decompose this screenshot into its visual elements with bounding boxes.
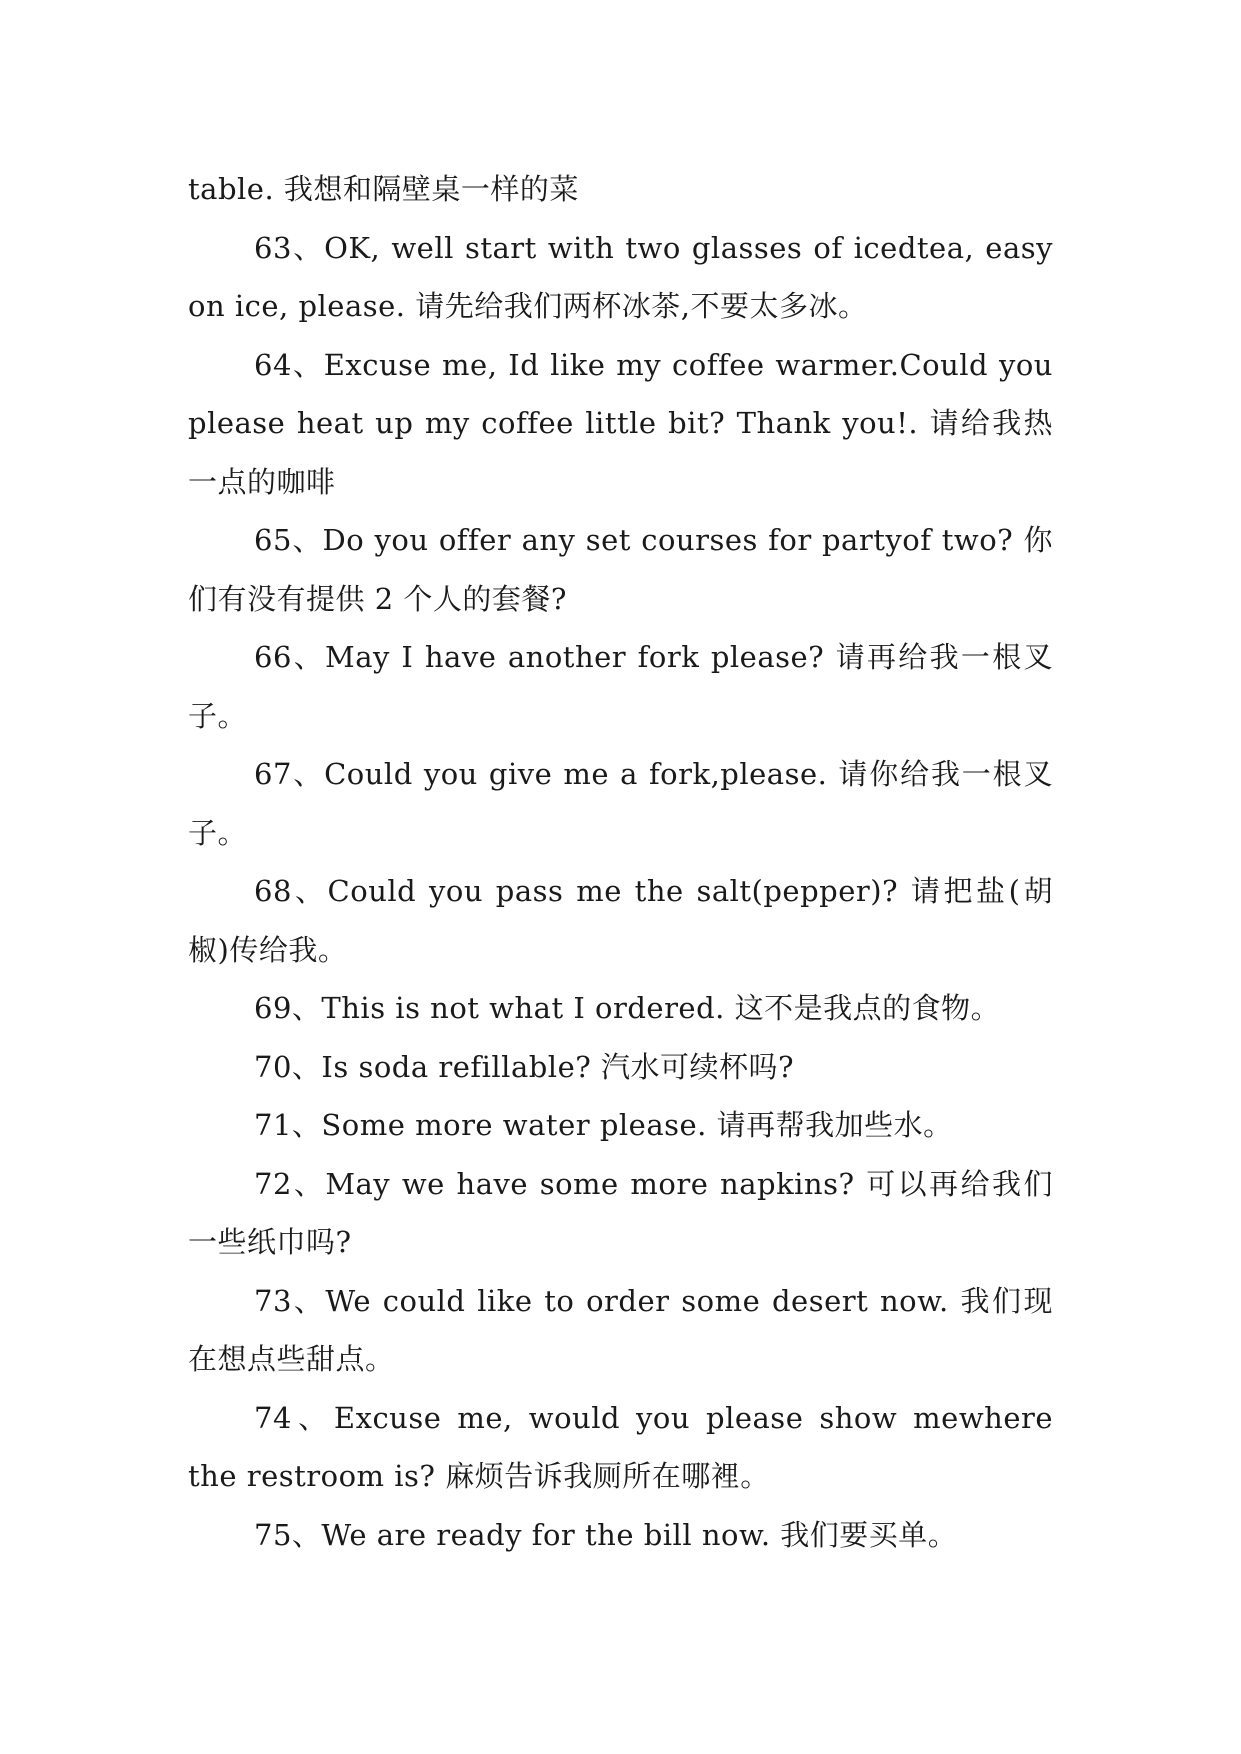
paragraph-71: 71、Some more water please. 请再帮我加些水。 [254,1108,953,1142]
paragraph-continuation: table. 我想和隔壁桌一样的菜 [188,172,579,206]
paragraph-68: 68、Could you pass me the salt(pepper)? 请把盐(胡椒)传给我。 [188,874,1053,967]
paragraph-65: 65、Do you offer any set courses for partyof two? 你们有没有提供 2 个人的套餐? [188,523,1053,616]
paragraph-66: 66、May I have another fork please? 请再给我一根叉子。 [188,640,1053,733]
paragraph-69: 69、This is not what I ordered. 这不是我点的食物。 [254,991,1001,1025]
paragraph-73: 73、We could like to order some desert now. 我们现在想点些甜点。 [188,1283,1053,1376]
paragraph-64: 64、Excuse me, Id like my coffee warmer.Could you please heat up my coffee little bit? Thank you!. 请给我热一点的咖啡 [188,347,1053,499]
document-body [188,160,1053,1564]
paragraph-63: 63、OK, well start with two glasses of icedtea, easy on ice, please. 请先给我们两杯冰茶,不要太多冰。 [188,230,1053,323]
paragraph-70: 70、Is soda refillable? 汽水可续杯吗? [254,1049,795,1084]
paragraph-72: 72、May we have some more napkins? 可以再给我们一些纸巾吗? [188,1166,1053,1259]
paragraph-75: 75、We are ready for the bill now. 我们要买单。 [254,1517,958,1552]
paragraph-74: 74、Excuse me, would you please show mewhere the restroom is? 麻烦告诉我厕所在哪裡。 [188,1400,1053,1493]
paragraph-67: 67、Could you give me a fork,please. 请你给我一根叉子。 [188,757,1053,850]
